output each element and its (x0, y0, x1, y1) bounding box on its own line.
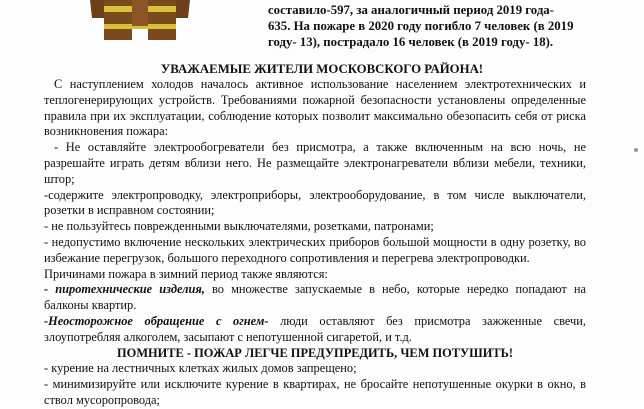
rule-item: -содержите электропроводку, электроприборы, электрооборудование, в том числе выключатели, розетки в исправном состоянии; (44, 187, 586, 218)
intro-paragraph: С наступлением холодов началось активное использование населением электротехнических и теплогенерирующих устройств. Требованиями пожарной безопасности установлены определенные правила при их эксплуатации, соблюдение которых позволит максимально обезопасить себя от риска возникновения пожара: (44, 77, 586, 139)
cause-item (44, 314, 586, 346)
firefighter-illustration (70, 0, 210, 40)
cause-lead: - пиротехнические изделия, (44, 282, 205, 297)
tip-item: - минимизируйте или исключите курение в квартирах, не бросайте непотушенные окурки в окно, в ствол мусоропровода; (44, 377, 586, 407)
cause-text: люди оставляют без присмотра зажженные свечи, злоупотребляя алкоголем, засыпают с непотушенной сигаретой, и т.д. (44, 313, 587, 344)
remember-heading: ПОМНИТЕ - ПОЖАР ЛЕГЧЕ ПРЕДУПРЕДИТЬ, ЧЕМ ПОТУШИТЬ! (117, 345, 513, 360)
cause-lead: -Неосторожное обращение с огнем- (44, 313, 269, 328)
stats-line: году- 13), пострадало 16 человек (в 2019 году- 18). (268, 35, 554, 49)
cause-text: во множестве запускаемые в небо, которые нередко попадают на балконы квартир. (44, 282, 586, 313)
stats-line: 635. На пожаре в 2020 году погибло 7 человек (в 2019 (268, 19, 574, 33)
document-body (44, 77, 586, 409)
cause-item (44, 282, 586, 314)
scan-speck (634, 148, 638, 152)
tip-item: - курение на лестничных клетках жилых домов запрещено; (44, 361, 357, 376)
rule-item: - Не оставляйте электрообогреватели без присмотра, а также включенным на всю ночь, не разрешайте играть детям вблизи него. Не размещайте электронагреватели вблизи мебели, техники, штор; (44, 140, 586, 186)
rule-item: - недопустимо включение нескольких электрических приборов большой мощности в одну розетку, во избежание перегрузок, большого переходного сопротивления и перегрева электропроводки. (44, 234, 586, 265)
appeal-heading: УВАЖАЕМЫЕ ЖИТЕЛИ МОСКОВСКОГО РАЙОНА! (160, 62, 484, 76)
fire-statistics (268, 2, 598, 50)
stats-line: составило-597, за аналогичный период 2019 года- (268, 3, 554, 17)
rule-item: - не пользуйтесь поврежденными выключателями, розетками, патронами; (44, 219, 434, 234)
causes-intro: Причинами пожара в зимний период также являются: (44, 266, 328, 281)
